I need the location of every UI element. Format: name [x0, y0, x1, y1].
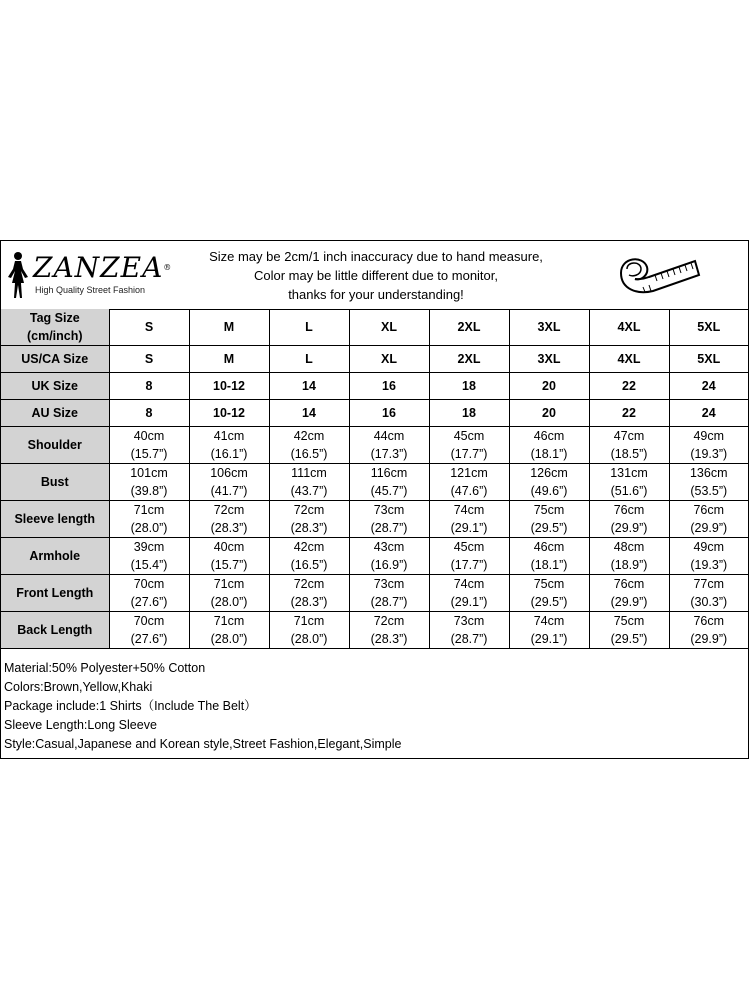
notice-line: Color may be little different due to monitor,	[254, 268, 498, 283]
notice-line: Size may be 2cm/1 inch inaccuracy due to hand measure,	[209, 249, 543, 264]
inch-value: (16.5”)	[290, 558, 328, 572]
measurement-cell	[669, 501, 748, 538]
size-cell: S	[109, 346, 189, 373]
measurement-cell	[589, 464, 669, 501]
size-cell: 16	[349, 373, 429, 400]
cm-value: 76cm	[613, 577, 645, 591]
row-label: Front Length	[1, 575, 109, 612]
measurement-cell	[669, 538, 748, 575]
cm-value: 71cm	[213, 614, 245, 628]
cm-value: 41cm	[213, 429, 245, 443]
size-cell: 16	[349, 400, 429, 427]
sleeve-length-line: Sleeve Length:Long Sleeve	[4, 718, 157, 732]
inch-value: (39.8”)	[130, 484, 168, 498]
notice-line: thanks for your understanding!	[288, 287, 464, 302]
inch-value: (28.0”)	[210, 632, 248, 646]
inch-value: (29.5”)	[530, 521, 568, 535]
inch-value: (53.5”)	[690, 484, 728, 498]
inch-value: (28.0”)	[210, 595, 248, 609]
cm-value: 72cm	[293, 577, 325, 591]
measurement-row	[1, 575, 748, 612]
measurement-row	[1, 501, 748, 538]
inch-value: (15.7”)	[210, 558, 248, 572]
inch-value: (45.7”)	[370, 484, 408, 498]
cm-value: 136cm	[689, 466, 728, 480]
measurement-cell	[189, 575, 269, 612]
measurement-cell	[189, 538, 269, 575]
measurement-cell	[349, 427, 429, 464]
cm-value: 49cm	[693, 429, 725, 443]
measurement-cell	[429, 427, 509, 464]
brand-logo	[5, 249, 173, 301]
measurement-cell	[349, 612, 429, 649]
measurement-cell	[349, 464, 429, 501]
woman-silhouette-icon	[5, 251, 31, 301]
cm-value: 46cm	[533, 540, 565, 554]
inch-value: (19.3”)	[690, 447, 728, 461]
measurement-cell	[349, 538, 429, 575]
cm-value: 47cm	[613, 429, 645, 443]
row-label: Armhole	[1, 538, 109, 575]
size-cell: M	[189, 309, 269, 346]
measurement-notice	[181, 247, 571, 304]
inch-value: (15.7”)	[130, 447, 168, 461]
inch-value: (28.0”)	[130, 521, 168, 535]
colors-line: Colors:Brown,Yellow,Khaki	[4, 680, 153, 694]
style-line: Style:Casual,Japanese and Korean style,Street Fashion,Elegant,Simple	[4, 737, 402, 751]
cm-value: 126cm	[530, 466, 568, 480]
measurement-cell	[589, 538, 669, 575]
row-label: Sleeve length	[1, 501, 109, 538]
inch-value: (18.9”)	[610, 558, 648, 572]
measurement-cell	[189, 427, 269, 464]
size-cell: L	[269, 346, 349, 373]
cm-value: 76cm	[613, 503, 645, 517]
size-cell: 5XL	[669, 346, 748, 373]
measurement-cell	[269, 427, 349, 464]
package-line: Package include:1 Shirts（Include The Belt）	[4, 699, 257, 713]
size-cell: 14	[269, 373, 349, 400]
inch-value: (43.7”)	[290, 484, 328, 498]
size-cell: 18	[429, 400, 509, 427]
size-row	[1, 373, 748, 400]
measurement-cell	[109, 612, 189, 649]
cm-value: 71cm	[133, 503, 165, 517]
brand-name: ZANZEA®	[33, 251, 173, 284]
cm-value: 76cm	[693, 614, 725, 628]
size-chart	[0, 240, 749, 759]
cm-value: 73cm	[453, 614, 485, 628]
measurement-cell	[669, 612, 748, 649]
measurement-cell	[589, 501, 669, 538]
measurement-cell	[669, 464, 748, 501]
inch-value: (16.5”)	[290, 447, 328, 461]
cm-value: 131cm	[610, 466, 648, 480]
size-table	[1, 309, 748, 649]
measurement-cell	[269, 612, 349, 649]
measurement-cell	[109, 575, 189, 612]
inch-value: (28.0”)	[290, 632, 328, 646]
row-label: AU Size	[1, 400, 109, 427]
cm-value: 70cm	[133, 577, 165, 591]
measurement-cell	[349, 575, 429, 612]
inch-value: (28.3”)	[290, 521, 328, 535]
size-cell: 24	[669, 400, 748, 427]
inch-value: (29.9”)	[610, 521, 648, 535]
size-cell: XL	[349, 346, 429, 373]
measurement-cell	[429, 464, 509, 501]
cm-value: 46cm	[533, 429, 565, 443]
cm-value: 77cm	[693, 577, 725, 591]
inch-value: (17.7”)	[450, 558, 488, 572]
cm-value: 39cm	[133, 540, 165, 554]
size-cell: 3XL	[509, 346, 589, 373]
inch-value: (18.1”)	[530, 558, 568, 572]
size-cell: 22	[589, 400, 669, 427]
size-cell: 5XL	[669, 309, 748, 346]
measurement-cell	[269, 464, 349, 501]
size-row	[1, 309, 748, 346]
size-cell: 4XL	[589, 346, 669, 373]
measurement-row	[1, 612, 748, 649]
inch-value: (17.7”)	[450, 447, 488, 461]
cm-value: 48cm	[613, 540, 645, 554]
size-cell: 14	[269, 400, 349, 427]
inch-value: (18.1”)	[530, 447, 568, 461]
measurement-cell	[349, 501, 429, 538]
inch-value: (17.3”)	[370, 447, 408, 461]
cm-value: 75cm	[613, 614, 645, 628]
size-cell: 24	[669, 373, 748, 400]
size-row	[1, 346, 748, 373]
inch-value: (29.1”)	[530, 632, 568, 646]
measurement-cell	[189, 464, 269, 501]
size-cell: 10-12	[189, 373, 269, 400]
size-cell: 22	[589, 373, 669, 400]
measurement-cell	[429, 575, 509, 612]
measurement-cell	[509, 575, 589, 612]
inch-value: (19.3”)	[690, 558, 728, 572]
row-label: Bust	[1, 464, 109, 501]
measurement-row	[1, 538, 748, 575]
cm-value: 42cm	[293, 540, 325, 554]
cm-value: 101cm	[130, 466, 168, 480]
cm-value: 40cm	[133, 429, 165, 443]
inch-value: (28.7”)	[370, 521, 408, 535]
inch-value: (41.7”)	[210, 484, 248, 498]
cm-value: 73cm	[373, 503, 405, 517]
cm-value: 49cm	[693, 540, 725, 554]
measurement-cell	[509, 612, 589, 649]
row-label: Shoulder	[1, 427, 109, 464]
measurement-cell	[509, 501, 589, 538]
measurement-cell	[109, 464, 189, 501]
inch-value: (30.3”)	[690, 595, 728, 609]
measurement-cell	[269, 538, 349, 575]
cm-value: 71cm	[213, 577, 245, 591]
size-row	[1, 400, 748, 427]
cm-value: 121cm	[450, 466, 488, 480]
inch-value: (29.1”)	[450, 595, 488, 609]
inch-value: (27.6”)	[130, 595, 168, 609]
inch-value: (15.4”)	[130, 558, 168, 572]
material-line: Material:50% Polyester+50% Cotton	[4, 661, 206, 675]
inch-value: (51.6”)	[610, 484, 648, 498]
measurement-cell	[509, 464, 589, 501]
size-cell: S	[109, 309, 189, 346]
measurement-cell	[589, 575, 669, 612]
size-cell: 8	[109, 373, 189, 400]
measurement-cell	[109, 427, 189, 464]
row-label: US/CA Size	[1, 346, 109, 373]
cm-value: 40cm	[213, 540, 245, 554]
measurement-cell	[669, 427, 748, 464]
measurement-cell	[509, 538, 589, 575]
measuring-tape-icon	[613, 245, 703, 305]
inch-value: (16.9”)	[370, 558, 408, 572]
size-cell: 4XL	[589, 309, 669, 346]
cm-value: 42cm	[293, 429, 325, 443]
inch-value: (29.9”)	[690, 632, 728, 646]
size-cell: 8	[109, 400, 189, 427]
size-cell: 20	[509, 373, 589, 400]
measurement-cell	[189, 501, 269, 538]
size-cell: 20	[509, 400, 589, 427]
cm-value: 75cm	[533, 503, 565, 517]
cm-value: 74cm	[453, 503, 485, 517]
cm-value: 73cm	[373, 577, 405, 591]
measurement-cell	[429, 612, 509, 649]
measurement-cell	[589, 427, 669, 464]
inch-value: (16.1”)	[210, 447, 248, 461]
cm-value: 76cm	[693, 503, 725, 517]
chart-header	[1, 241, 748, 310]
row-label: Back Length	[1, 612, 109, 649]
inch-value: (29.1”)	[450, 521, 488, 535]
inch-value: (28.7”)	[370, 595, 408, 609]
cm-value: 71cm	[293, 614, 325, 628]
measurement-row	[1, 427, 748, 464]
inch-value: (27.6”)	[130, 632, 168, 646]
size-cell: 2XL	[429, 309, 509, 346]
inch-value: (29.9”)	[690, 521, 728, 535]
product-info	[4, 659, 401, 754]
cm-value: 43cm	[373, 540, 405, 554]
measurement-cell	[269, 575, 349, 612]
cm-value: 74cm	[533, 614, 565, 628]
size-cell: 2XL	[429, 346, 509, 373]
brand-tagline: High Quality Street Fashion	[35, 285, 146, 295]
measurement-cell	[509, 427, 589, 464]
measurement-cell	[669, 575, 748, 612]
inch-value: (28.3”)	[210, 521, 248, 535]
measurement-cell	[189, 612, 269, 649]
cm-value: 72cm	[373, 614, 405, 628]
cm-value: 72cm	[293, 503, 325, 517]
inch-value: (47.6”)	[450, 484, 488, 498]
inch-value: (29.5”)	[610, 632, 648, 646]
inch-value: (49.6”)	[530, 484, 568, 498]
inch-value: (29.5”)	[530, 595, 568, 609]
cm-value: 75cm	[533, 577, 565, 591]
measurement-cell	[109, 501, 189, 538]
measurement-cell	[429, 538, 509, 575]
inch-value: (18.5”)	[610, 447, 648, 461]
cm-value: 44cm	[373, 429, 405, 443]
measurement-cell	[109, 538, 189, 575]
cm-value: 45cm	[453, 540, 485, 554]
inch-value: (28.3”)	[370, 632, 408, 646]
size-cell: M	[189, 346, 269, 373]
measurement-row	[1, 464, 748, 501]
size-cell: 18	[429, 373, 509, 400]
size-cell: 3XL	[509, 309, 589, 346]
cm-value: 72cm	[213, 503, 245, 517]
cm-value: 116cm	[370, 466, 408, 480]
size-cell: L	[269, 309, 349, 346]
cm-value: 45cm	[453, 429, 485, 443]
cm-value: 70cm	[133, 614, 165, 628]
inch-value: (28.7”)	[450, 632, 488, 646]
cm-value: 111cm	[291, 466, 327, 480]
inch-value: (29.9”)	[610, 595, 648, 609]
measurement-cell	[269, 501, 349, 538]
size-cell: 10-12	[189, 400, 269, 427]
measurement-cell	[589, 612, 669, 649]
cm-value: 106cm	[210, 466, 248, 480]
size-cell: XL	[349, 309, 429, 346]
measurement-cell	[429, 501, 509, 538]
inch-value: (28.3”)	[290, 595, 328, 609]
row-label: Tag Size (cm/inch)	[1, 309, 109, 346]
cm-value: 74cm	[453, 577, 485, 591]
row-label: UK Size	[1, 373, 109, 400]
